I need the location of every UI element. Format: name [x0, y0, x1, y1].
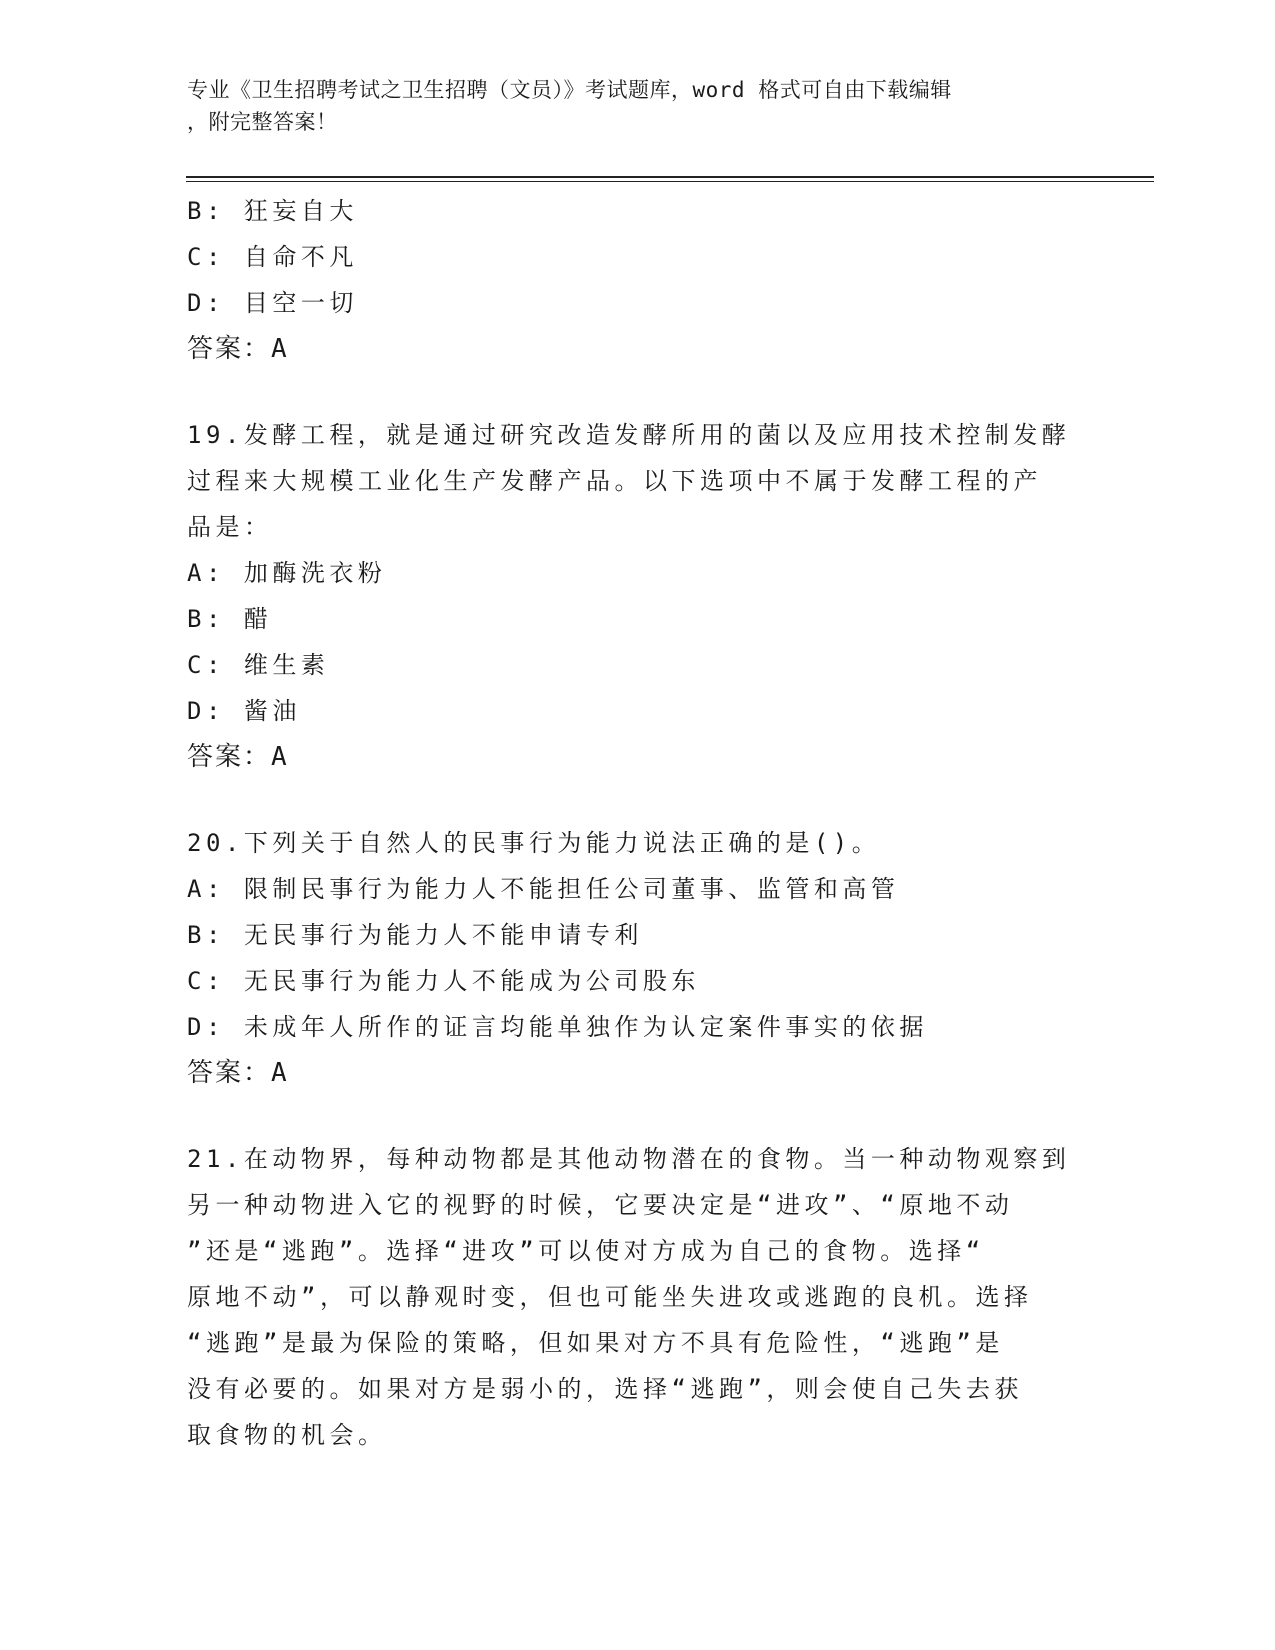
- question-19: [187, 412, 1087, 780]
- question-text-line: 另一种动物进入它的视野的时候，它要决定是“进攻”、“原地不动: [187, 1191, 1014, 1219]
- option-a: A: 加酶洗衣粉: [187, 559, 387, 587]
- question-20: [187, 820, 1087, 1096]
- question-text-line: “逃跑”是最为保险的策略，但如果对方不具有危险性，“逃跑”是: [187, 1329, 1004, 1357]
- option-d: D: 目空一切: [187, 289, 358, 317]
- option-c: C: 维生素: [187, 651, 330, 679]
- question-text-line: 过程来大规模工业化生产发酵产品。以下选项中不属于发酵工程的产: [187, 467, 1042, 495]
- question-content: [187, 188, 1087, 1458]
- question-text-line: 20.下列关于自然人的民事行为能力说法正确的是()。: [187, 829, 881, 857]
- option-b: B: 醋: [187, 605, 273, 633]
- page-header: 专业《卫生招聘考试之卫生招聘（文员）》考试题库，word 格式可自由下载编辑 ，附完整答案！: [187, 78, 952, 134]
- header-divider-thin: [186, 181, 1154, 182]
- option-d: D: 酱油: [187, 697, 301, 725]
- answer: 答案：A: [187, 742, 289, 772]
- question-18: [187, 188, 1087, 372]
- option-c: C: 无民事行为能力人不能成为公司股东: [187, 967, 700, 995]
- option-b: B: 无民事行为能力人不能申请专利: [187, 921, 643, 949]
- answer: 答案：A: [187, 1058, 289, 1088]
- question-text-line: 取食物的机会。: [187, 1421, 387, 1449]
- question-text-line: 原地不动”，可以静观时变，但也可能坐失进攻或逃跑的良机。选择: [187, 1283, 1033, 1311]
- option-b: B: 狂妄自大: [187, 197, 358, 225]
- question-text-line: 没有必要的。如果对方是弱小的，选择“逃跑”，则会使自己失去获: [187, 1375, 1023, 1403]
- question-21: [187, 1136, 1087, 1458]
- question-text-line: 19.发酵工程，就是通过研究改造发酵所用的菌以及应用技术控制发酵: [187, 421, 1071, 449]
- option-d: D: 未成年人所作的证言均能单独作为认定案件事实的依据: [187, 1013, 928, 1041]
- option-c: C: 自命不凡: [187, 243, 358, 271]
- question-text-line: 品是：: [187, 513, 273, 541]
- question-text-line: ”还是“逃跑”。选择“进攻”可以使对方成为自己的食物。选择“: [187, 1237, 985, 1265]
- option-a: A: 限制民事行为能力人不能担任公司董事、监管和高管: [187, 875, 900, 903]
- question-text-line: 21.在动物界，每种动物都是其他动物潜在的食物。当一种动物观察到: [187, 1145, 1071, 1173]
- header-divider-thick: [186, 176, 1154, 178]
- answer: 答案：A: [187, 334, 289, 364]
